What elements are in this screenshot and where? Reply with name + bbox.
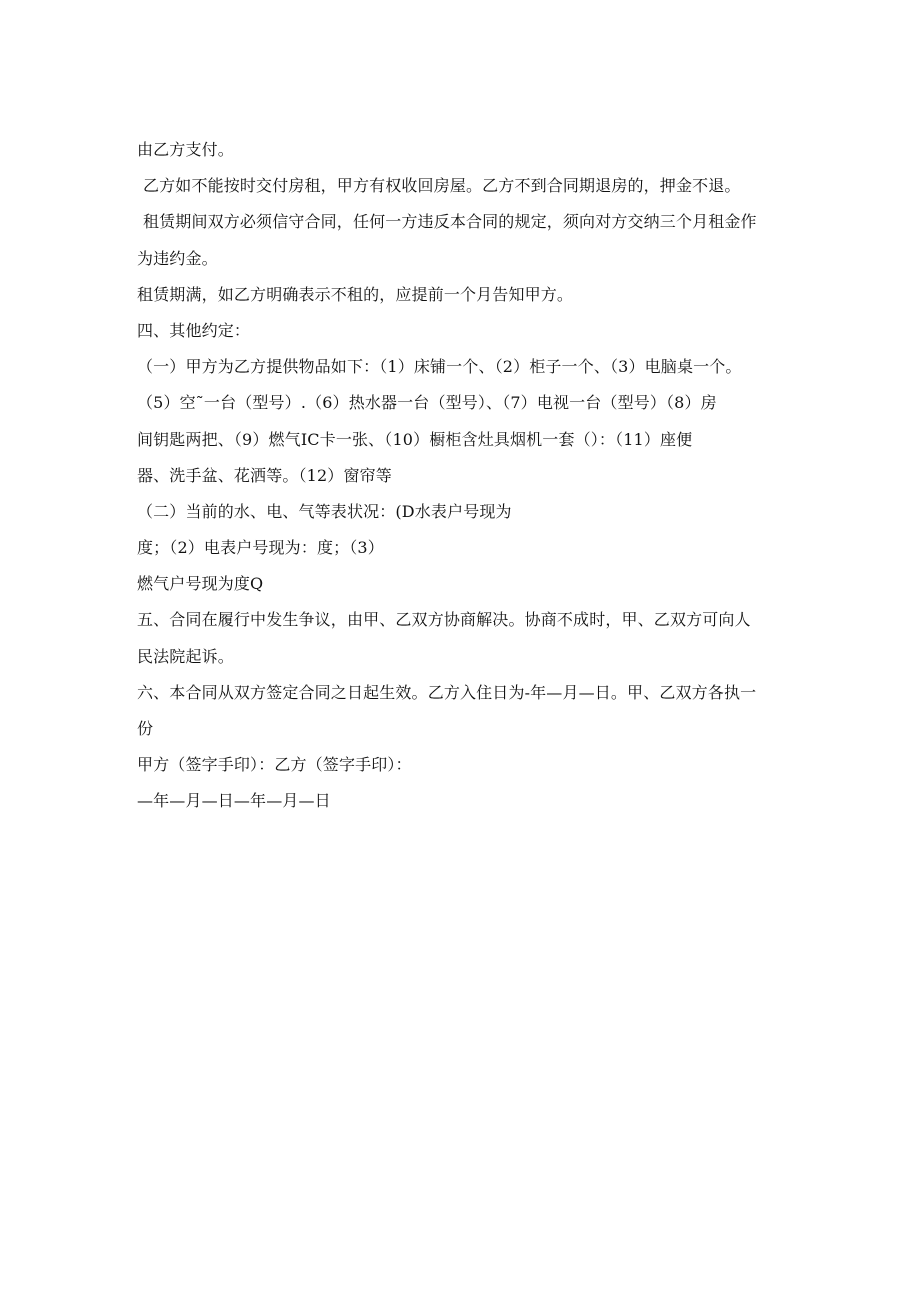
text-line-3: 租赁期间双方必须信守合同，任何一方违反本合同的规定，须向对方交纳三个月租金作 bbox=[143, 212, 757, 232]
section-heading-4: 四、其他约定： bbox=[137, 320, 251, 340]
section-heading-6: 六、本合同从双方签定合同之日起生效。乙方入住日为-年—月—日。甲、乙双方各执一 bbox=[137, 682, 757, 702]
text-line-1: 由乙方支付。 bbox=[137, 140, 234, 159]
text-line-17: 份 bbox=[137, 719, 154, 738]
section-heading-5: 五、合同在履行中发生争议，由甲、乙双方协商解决。协商不成时，甲、乙双方可向人 bbox=[137, 610, 751, 630]
text-line-15: 民法院起诉。 bbox=[137, 646, 234, 666]
text-line-5: 租赁期满，如乙方明确表示不租的，应提前一个月告知甲方。 bbox=[137, 284, 574, 304]
signature-labels: 甲方（签字手印）：乙方（签字手印）： bbox=[137, 755, 412, 775]
text-line-8: （5）空˜一台（型号）.（6）热水器一台（型号）、（7）电视一台（型号）（8）房 bbox=[137, 393, 717, 413]
text-line-4: 为违约金。 bbox=[137, 248, 218, 268]
text-line-12: 度；（2）电表户号现为：度；（3） bbox=[137, 538, 384, 558]
signature-dates: —年—月—日—年—月—日 bbox=[137, 791, 331, 811]
text-line-13: 燃气户号现为度Q bbox=[137, 574, 264, 594]
text-line-11: （二）当前的水、电、气等表状况：(D水表户号现为 bbox=[137, 501, 512, 521]
text-line-10: 器、洗手盆、花洒等。（12）窗帘等 bbox=[137, 465, 392, 485]
text-line-2: 乙方如不能按时交付房租，甲方有权收回房屋。乙方不到合同期退房的，押金不退。 bbox=[143, 176, 741, 196]
document-body bbox=[137, 132, 817, 820]
text-line-7: （一）甲方为乙方提供物品如下：（1）床铺一个、（2）柜子一个、（3）电脑桌一个。 bbox=[137, 357, 742, 377]
text-line-9: 间钥匙两把、（9）燃气IC卡一张、（10）橱柜含灶具烟机一套（）：（11）座便 bbox=[137, 429, 693, 449]
